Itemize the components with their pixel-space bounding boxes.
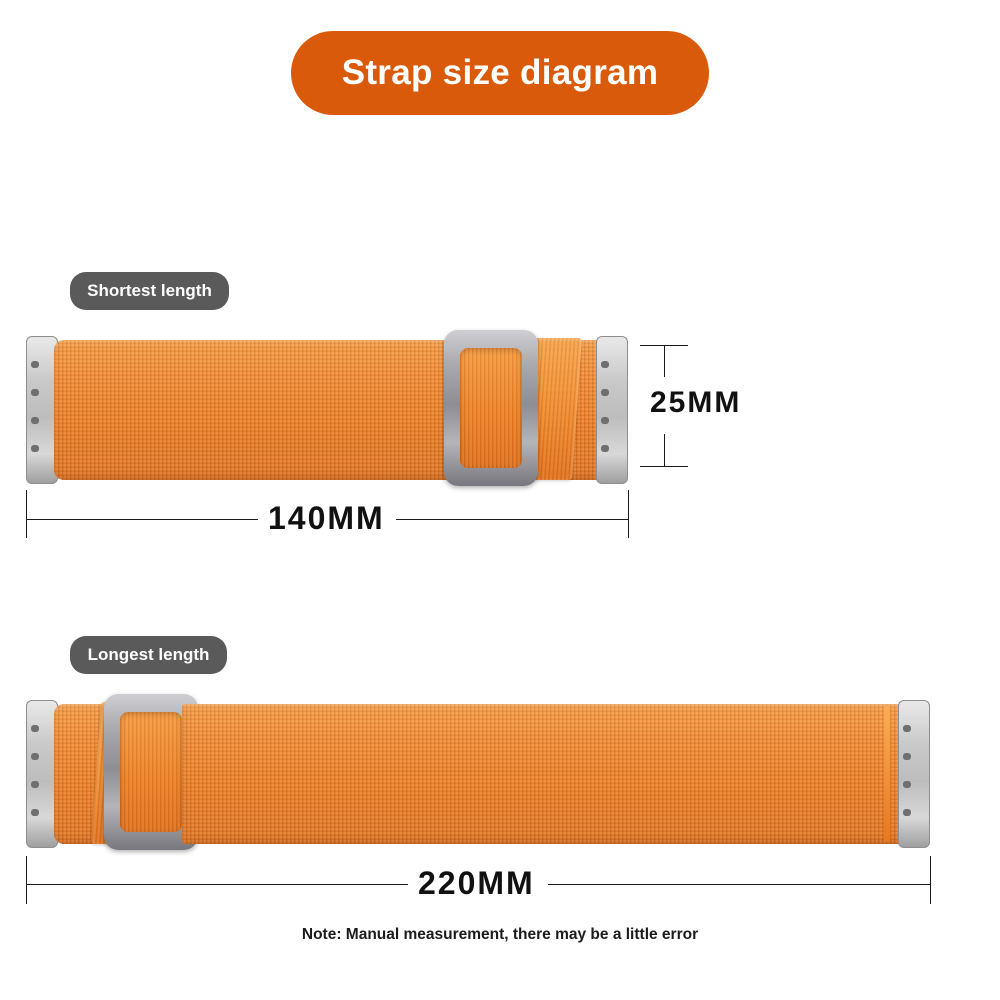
band-seam-longest — [884, 706, 890, 842]
label-longest-length-text: Longest length — [87, 645, 210, 664]
width-dim-tick-bottom — [640, 466, 688, 467]
label-shortest-length — [70, 272, 229, 310]
band-main-shortest — [54, 340, 474, 480]
length220-line-right — [548, 884, 930, 885]
width-dim-line-upper — [664, 345, 665, 377]
length220-tick-right — [930, 856, 931, 904]
length220-line-left — [26, 884, 408, 885]
length140-tick-left — [26, 490, 27, 538]
buckle-window-shortest — [460, 348, 522, 468]
label-longest-length — [70, 636, 227, 674]
length220-tick-left — [26, 856, 27, 904]
lug-right-shortest — [596, 336, 628, 484]
page-title: Strap size diagram — [341, 53, 659, 92]
label-shortest-length-text: Shortest length — [87, 281, 212, 300]
buckle-shortest — [444, 330, 538, 486]
dimension-longest-length: 220MM — [418, 865, 535, 901]
length140-line-right — [396, 519, 628, 520]
title-banner — [291, 31, 709, 115]
width-dim-line-lower — [664, 434, 665, 466]
dimension-width: 25MM — [650, 386, 742, 419]
footnote: Note: Manual measurement, there may be a little error — [301, 926, 699, 943]
dimension-shortest-length: 140MM — [268, 500, 385, 536]
length140-tick-right — [628, 490, 629, 538]
lug-right-longest — [898, 700, 930, 848]
band-main-longest — [182, 704, 918, 844]
buckle-window-longest — [120, 712, 182, 832]
length140-line-left — [26, 519, 258, 520]
